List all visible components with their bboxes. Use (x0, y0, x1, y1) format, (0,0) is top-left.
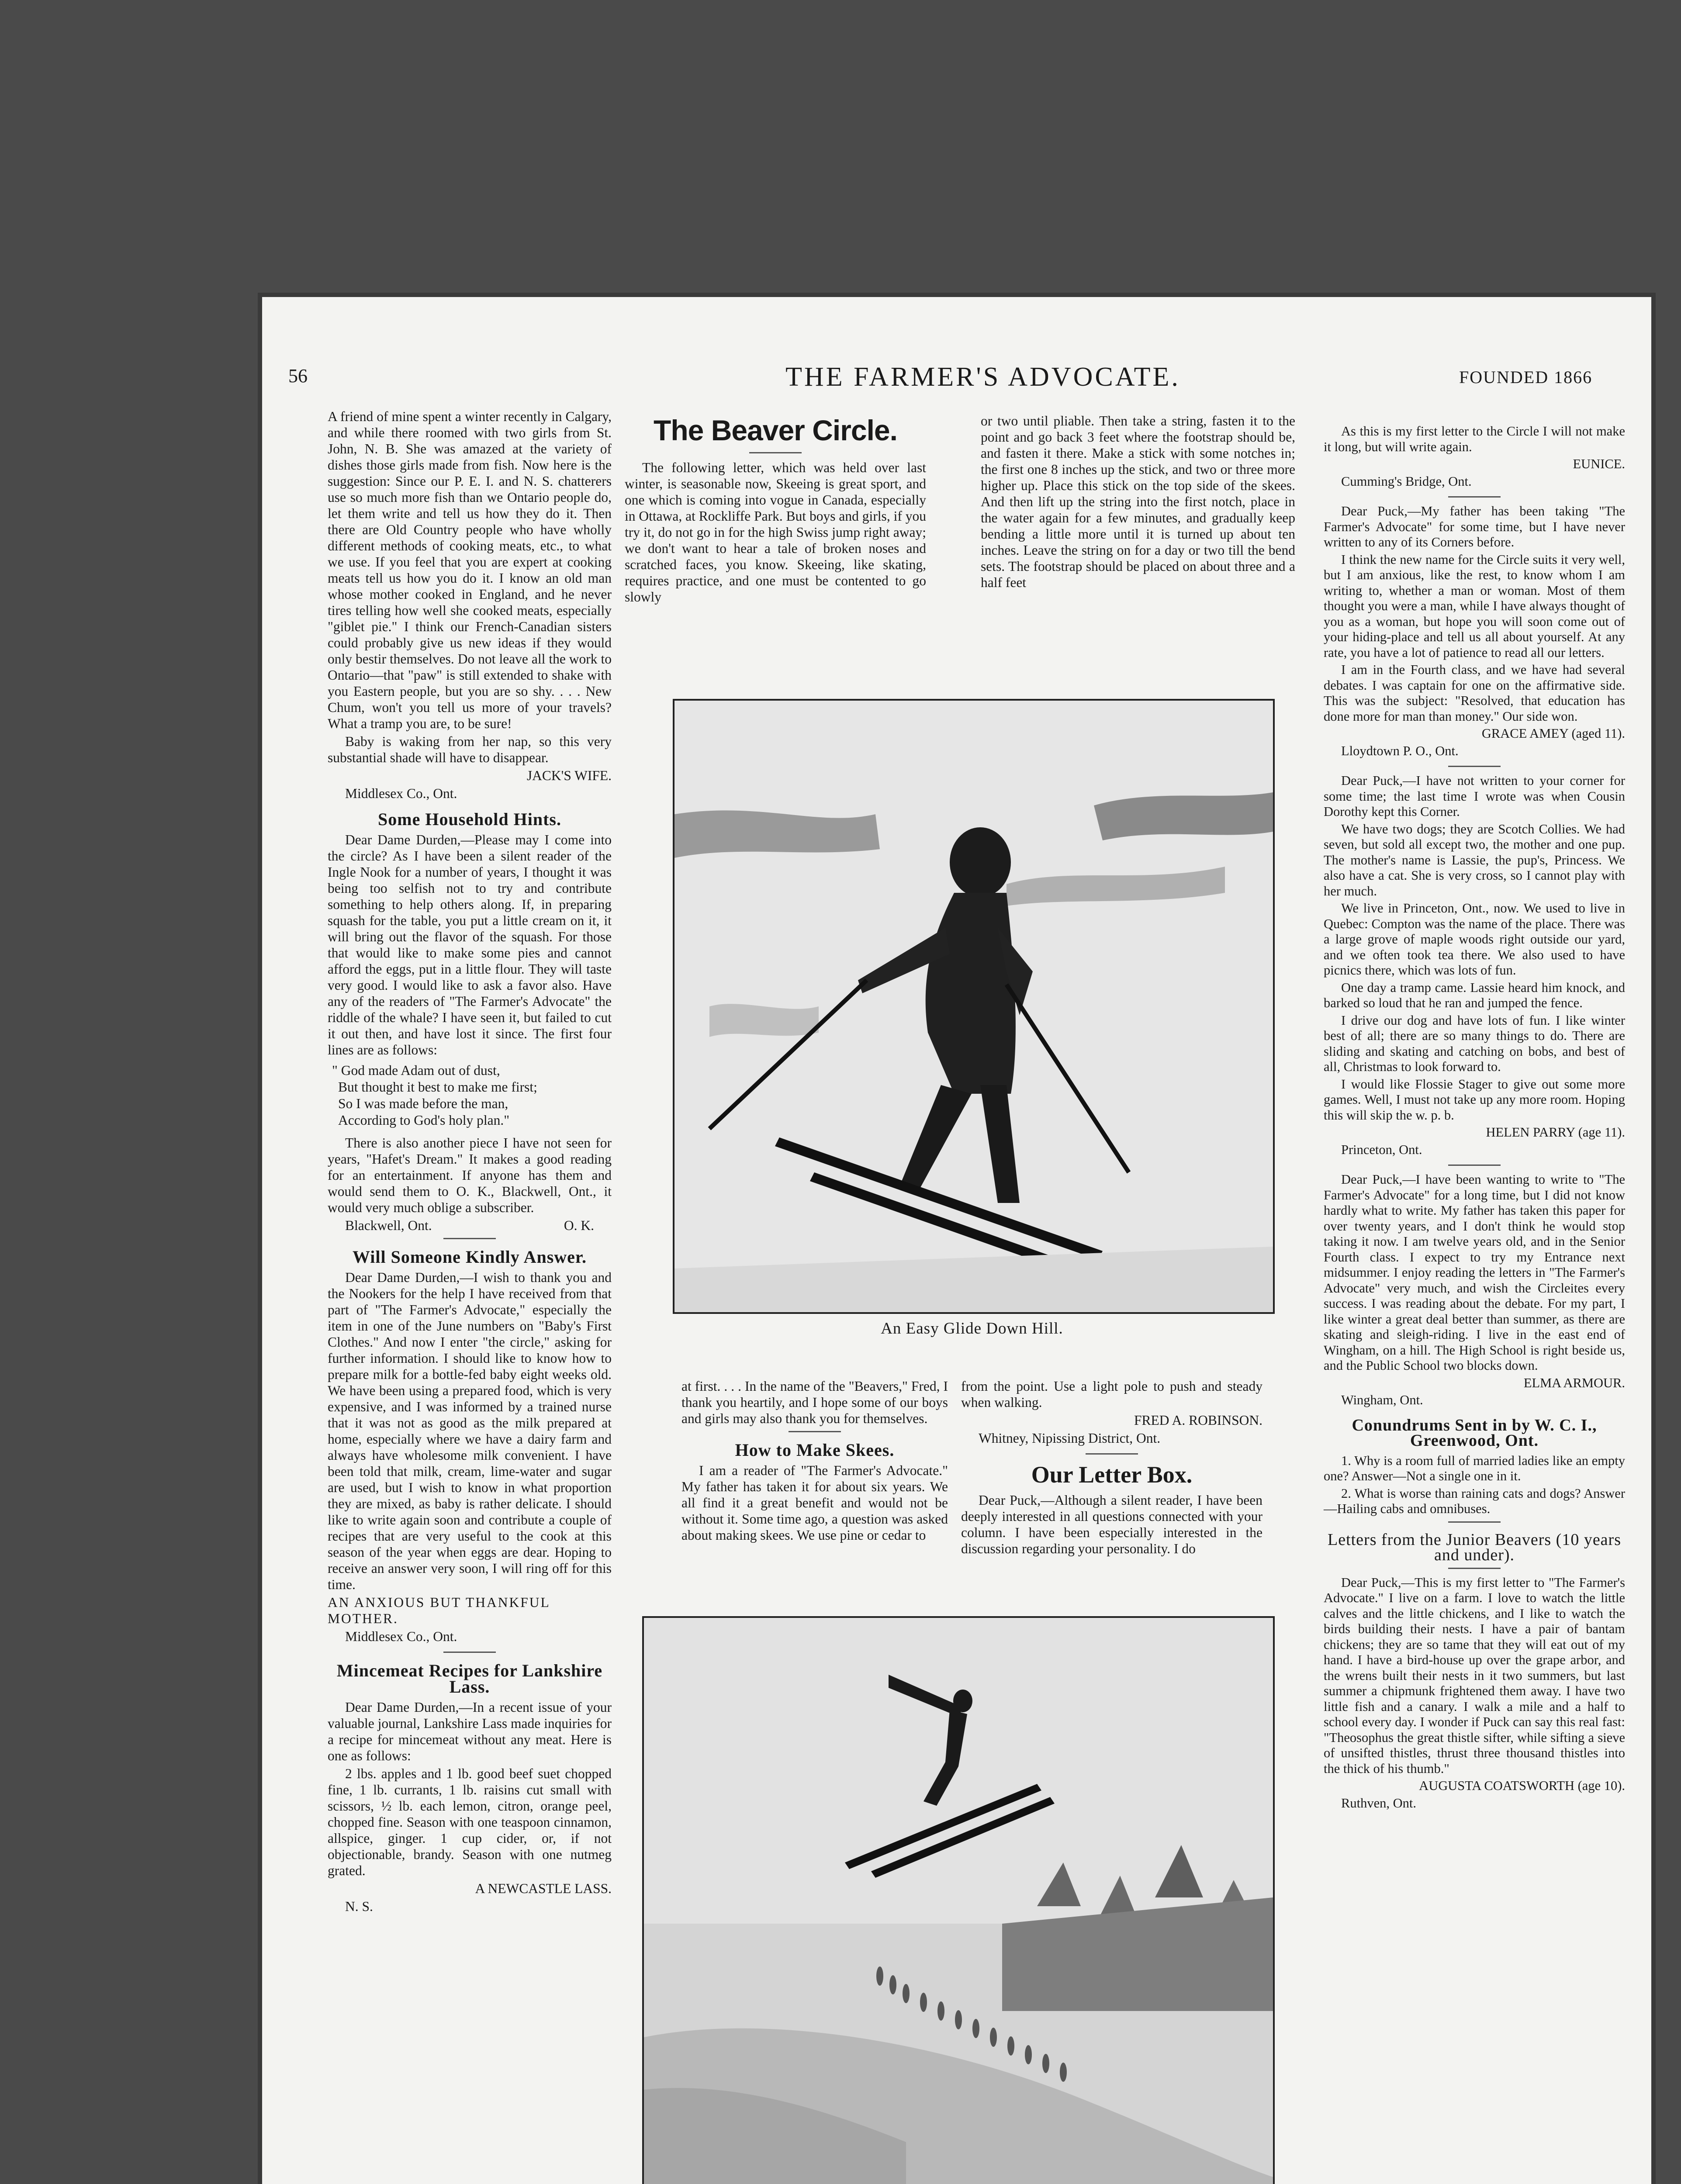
intro-paragraph-2: Baby is waking from her nap, so this very substantial shade will have to disappear. (328, 734, 612, 765)
intro-paragraph: The following letter, which was held over last winter, is seasonable now, Skeeing is great sport, and one which is coming into vogue in Canada, especially in Ottawa, at Rockliffe Park. But boys and girls, if you try it, do not go in for the high Swiss jump right away; we don't want to hear a tale of broken noses and scratched faces, you know. Skeeing, like skating, requires practice, and one must be contented to go slowly (625, 460, 926, 605)
place: Cumming's Bridge, Ont. (1341, 473, 1472, 489)
place: Princeton, Ont. (1341, 1142, 1422, 1157)
section-heading: Some Household Hints. (378, 809, 561, 829)
divider (1086, 1453, 1138, 1455)
column-3-top (981, 413, 1295, 592)
signature: EUNICE. (1573, 456, 1625, 471)
letter-paragraph: I would like Flossie Stager to give out some more games. Well, I must not take up any more room. Hoping this will skip the w. p. b. (1324, 1076, 1625, 1123)
letter-paragraph: One day a tramp came. Lassie heard him knock, and barked so loud that he ran and jumped the fence. (1324, 980, 1625, 1010)
divider (1448, 1165, 1501, 1166)
section-heading: Letters from the Junior Beavers (10 years and under). (1327, 1530, 1621, 1564)
signature: O. K. (564, 1218, 594, 1233)
divider (443, 1652, 496, 1653)
divider (1448, 496, 1501, 498)
letter-box-title: Our Letter Box. (1031, 1462, 1193, 1488)
skier-illustration (674, 701, 1273, 1312)
place: Wingham, Ont. (1341, 1393, 1423, 1407)
place: Middlesex Co., Ont. (345, 1629, 457, 1644)
divider (443, 1238, 496, 1239)
place: Middlesex Co., Ont. (345, 786, 457, 801)
letter-paragraph: Dear Puck,—I have not written to your corner for some time; the last time I wrote was when Cousin Dorothy kept this Corner. (1324, 773, 1625, 819)
place: N. S. (345, 1899, 373, 1914)
signature: ELMA ARMOUR. (1523, 1375, 1625, 1390)
signature: JACK'S WIFE. (526, 768, 612, 783)
letter-paragraph: from the point. Use a light pole to push and steady when walking. (961, 1379, 1262, 1410)
letter-paragraph: Dear Puck,—My father has been taking "The Farmer's Advocate" for some time, but I have never written to any of its Corners before. (1324, 504, 1625, 549)
place: Blackwell, Ont. (345, 1218, 432, 1233)
photo-caption: An Easy Glide Down Hill. (881, 1320, 1063, 1337)
letter-paragraph: As this is my first letter to the Circle I will not make it long, but will write again. (1324, 424, 1625, 454)
letter-paragraph: Dear Dame Durden,—In a recent issue of your valuable journal, Lankshire Lass made inquiries for a recipe for mincemeat without any meat. Here is one as follows: (328, 1700, 612, 1763)
section-heading: Will Someone Kindly Answer. (353, 1247, 587, 1267)
divider (1448, 766, 1501, 767)
verse (332, 1062, 612, 1129)
recipe-paragraph: 2 lbs. apples and 1 lb. good beef suet chopped fine, 1 lb. currants, 1 lb. raisins cut small with scissors, ½ lb. each lemon, citron, orange peel, chopped fine. Season with one teaspoon cinnamon, allspice, ginger. 1 cup cider, or, if not objectionable, brandy. Season with one nutmeg grated. (328, 1766, 612, 1878)
letter-paragraph: I am a reader of "The Farmer's Advocate." My father has taken it for about six years. We all find it a great benefit and would not be without it. Some time ago, a question was asked about making skees. We use pine or cedar to (681, 1463, 948, 1543)
verse-line: But thought it best to make me first; (338, 1079, 537, 1095)
ski-jump-illustration (644, 1618, 1273, 2184)
founded-date: FOUNDED 1866 (1459, 367, 1593, 387)
divider (1448, 1521, 1501, 1523)
divider (789, 1431, 841, 1432)
letter-paragraph: Dear Puck,—I have been wanting to write to "The Farmer's Advocate" for a long time, but I did not know hardly what to write. My father has taken this paper for over twenty years, and I don't think he would stop taking it now. I am twelve years old, and in the Senior Fourth class. I expect to try my Entrance next midsummer. I enjoy reading the letters in "The Farmer's Advocate" very much, and wish the Circleites every success. I was reading about the debate. For my part, I like winter a great deal better than summer, as there are skating and sleigh-riding. I live in the east end of Wingham, on a hill. The High School is right beside us, and the Public School two blocks down. (1324, 1172, 1625, 1373)
beaver-circle-title: The Beaver Circle. (654, 414, 897, 446)
section-heading: How to Make Skees. (735, 1440, 895, 1460)
signature: FRED A. ROBINSON. (1134, 1413, 1262, 1428)
column-2-top (625, 413, 926, 607)
signature: AN ANXIOUS BUT THANKFUL MOTHER. (328, 1595, 550, 1626)
place: Whitney, Nipissing District, Ont. (979, 1431, 1161, 1446)
letter-paragraph: Dear Puck,—Although a silent reader, I have been deeply interested in all questions connected with your column. I have been especially interested in the discussion regarding your personality. I do (961, 1493, 1262, 1556)
place: Lloydtown P. O., Ont. (1341, 743, 1459, 758)
conundrum: 2. What is worse than raining cats and dogs? Answer—Hailing cabs and omnibuses. (1324, 1486, 1625, 1516)
letter-paragraph: or two until pliable. Then take a string, fasten it to the point and go back 3 feet where the footstrap should be, and fasten it there. Make a stick with some notches in; the first one 8 inches up the stick, and two or three more higher up. Place this stick on the top side of the skees. And then lift up the string into the first notch, place in the water again for a few minutes, and gradually keep bending a little more until it is turned up about ten inches. Leave the string on for a day or two till the bend sets. The footstrap should be placed on about three and a half feet (981, 413, 1295, 590)
conundrum: 1. Why is a room full of married ladies like an empty one? Answer—Not a single one in it. (1324, 1453, 1625, 1483)
divider (1448, 1568, 1501, 1569)
letter-paragraph: I am in the Fourth class, and we have had several debates. I was captain for one on the affirmative side. This was the subject: "Resolved, that education has done more for man than money." Our side won. (1324, 662, 1625, 724)
photo-ski-jump (642, 1616, 1275, 2184)
letter-paragraph: I think the new name for the Circle suits it very well, but I am anxious, like the rest, to know whom I am writing to, whether a man or woman. Most of them thought you were a man, while I have always thought of you as a woman, but hope you will soon come out of your hiding-place and tell us all about yourself. At any rate, you have a lot of patience to read all our letters. (1324, 552, 1625, 660)
letter-paragraph: There is also another piece I have not seen for years, "Hafet's Dream." It makes a good reading for an entertainment. If anyone has them and would send them to O. K., Blackwell, Ont., it would very much oblige a subscriber. (328, 1135, 612, 1215)
column-4 (1324, 424, 1625, 1818)
column-3-mid (961, 1378, 1262, 1559)
place: Ruthven, Ont. (1341, 1795, 1416, 1811)
photo-skier (673, 699, 1275, 1314)
intro-paragraph: A friend of mine spent a winter recently in Calgary, and while there roomed with two girls from St. John, N. B. She was amazed at the variety of dishes those girls made from fish. Now here is the suggestion: Since our P. E. I. and N. S. chatterers use so much more fish than we Ontario people do, let them write and tell us how they do it. Then there are Old Country people who have wholly different methods of cooking meats, etc., to what we use. If you feel that you are expert at cooking meats tell us how you do it. I know an old man whose mother cooked in England, and he never tires telling how well she cooked meats, especially "giblet pie." I think our French-Canadian sisters could probably give us new ideas if they would only bestir themselves. Do not leave all the work to Ontario—that "paw" is still extended to shake with you Eastern people, but you are so shy. . . . New Chum, won't you tell us more of your travels? What a tramp you are, to be sure! (328, 409, 612, 731)
letter-paragraph: at first. . . . In the name of the "Beavers," Fred, I thank you heartily, and I hope some of our boys and girls may also thank you for themselves. (681, 1379, 948, 1426)
letter-paragraph: We have two dogs; they are Scotch Collies. We had seven, but sold all except two, the mother and one pup. The mother's name is Lassie, the pup's, Princess. We also have a cat. She is very cross, so I cannot play with her much. (1324, 821, 1625, 898)
letter-paragraph: Dear Dame Durden,—I wish to thank you and the Nookers for the help I have received from that part of "The Farmer's Advocate," especially the item in one of the June numbers on "Baby's First Clothes." And now I enter "the circle," asking for further information. I should like to know how to prepare milk for a bottle-fed baby eight weeks old. We have been using a prepared food, which is very expensive, and I was informed by a trained nurse that it was not as good as the milk prepared at home, especially where we have a dairy farm and always have wholesome milk convenient. I have been told that milk, cream, lime-water and sugar are used, but I wish to know in what proportion they are mixed, as baby is rather delicate. I should like to write again soon and contribute a couple of recipes that are very useful to the cook at this season of the year when eggs are dear. Hoping to receive an answer very soon, I will ring off for this time. (328, 1270, 612, 1592)
signature: AUGUSTA COATSWORTH (age 10). (1419, 1778, 1625, 1793)
column-1 (328, 408, 612, 1921)
section-heading: Mincemeat Recipes for Lankshire Lass. (336, 1661, 603, 1697)
page-number: 56 (288, 365, 308, 387)
verse-line: " God made Adam out of dust, (332, 1063, 500, 1078)
letter-paragraph: I drive our dog and have lots of fun. I like winter best of all; there are so many things to do. There are sliding and skating and catching on bobs, and best of all, Christmas to look forward to. (1324, 1013, 1625, 1074)
column-2-mid (681, 1378, 948, 1545)
verse-line: According to God's holy plan." (338, 1113, 510, 1128)
letter-paragraph: Dear Puck,—This is my first letter to "The Farmer's Advocate." I live on a farm. I love to watch the little calves and the little chickens, and I like to watch the birds building their nests. I have a pair of bantam chickens; they are so tame that they will eat out of my hand. I have a bird-house up over the grape arbor, and the wrens built their nests in it two summers, but last summer a chipmunk frightened them away. I have two little fish and a canary. I walk a mile and a half to school every day. I wonder if Puck can say this real fast: "Theosophus the great thistle sifter, while sifting a sieve of unsifted thistles, thrust three thousand thistles into the thick of his thumb." (1324, 1575, 1625, 1776)
newspaper-page (262, 297, 1651, 2184)
signature: GRACE AMEY (aged 11). (1481, 726, 1625, 741)
masthead: THE FARMER'S ADVOCATE. (785, 362, 1180, 392)
verse-line: So I was made before the man, (338, 1096, 508, 1111)
section-heading: Conundrums Sent in by W. C. I., Greenwood, Ont. (1352, 1416, 1597, 1450)
letter-paragraph: We live in Princeton, Ont., now. We used to live in Quebec: Compton was the name of the place. There was a large grove of maple woods right outside our yard, and we often took tea there. We also used to have picnics there, which was lots of fun. (1324, 901, 1625, 978)
signature: A NEWCASTLE LASS. (475, 1881, 612, 1896)
divider (749, 452, 802, 453)
signature: HELEN PARRY (age 11). (1486, 1125, 1625, 1140)
letter-paragraph: Dear Dame Durden,—Please may I come into the circle? As I have been a silent reader of the Ingle Nook for a number of years, I thought it was being too selfish not to try and contribute something to help others along. If, in preparing squash for the table, you put a little cream on it, it will bring out the flavor of the squash. For those that would like to make some pies and cannot afford the eggs, put in a little flour. They will taste very good. I would like to ask a favor also. Have any of the readers of "The Farmer's Advocate" the riddle of the whale? I have seen it, but failed to cut it out then, and have lost it since. The first four lines are as follows: (328, 832, 612, 1057)
